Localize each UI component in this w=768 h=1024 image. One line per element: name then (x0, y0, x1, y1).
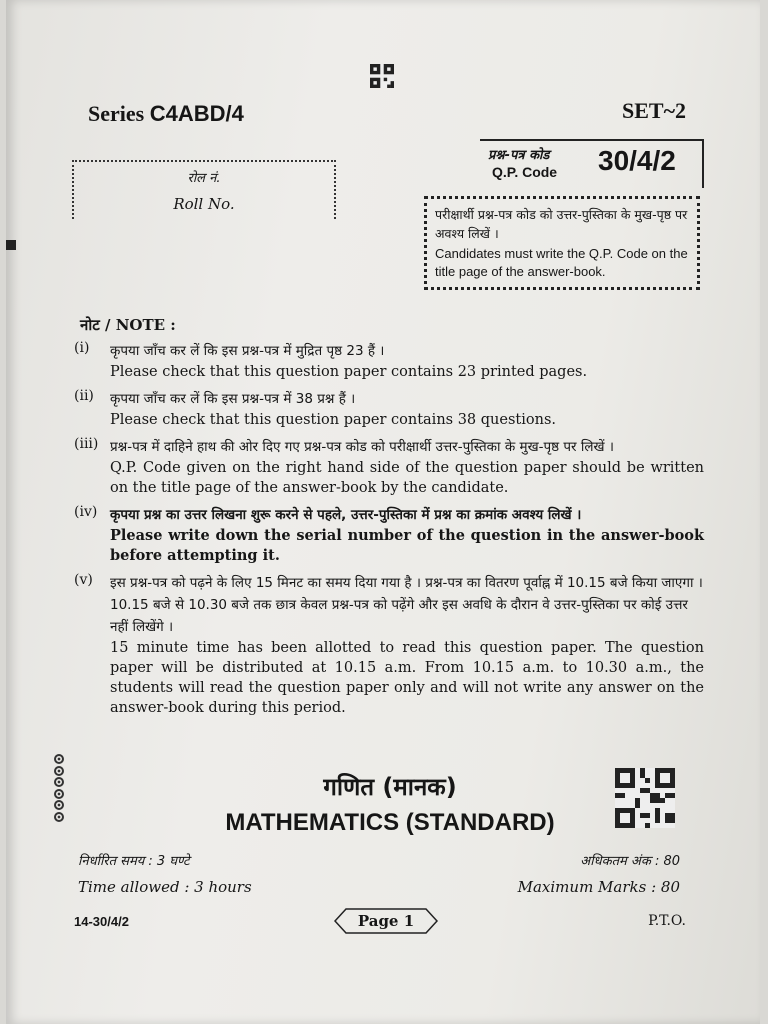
note-item (74, 388, 704, 430)
security-dot-icon (54, 754, 64, 764)
note-text-hindi: कृपया जाँच कर लें कि इस प्रश्न-पत्र में मुद्रित पृष्ठ 23 हैं । (110, 343, 385, 359)
note-text-english: Please check that this question paper contains 23 printed pages. (110, 364, 588, 380)
candidate-instruction-box (424, 196, 700, 290)
note-item (74, 340, 704, 382)
qp-code-label-hindi: प्रश्न-पत्र कोड (488, 148, 550, 163)
page-number: Page 1 (357, 912, 415, 930)
candidate-instruction-hindi: परीक्षार्थी प्रश्न-पत्र कोड को उत्तर-पुस्तिका के मुख-पृष्ठ पर अवश्य लिखें । (435, 207, 688, 241)
please-turn-over: P.T.O. (648, 913, 686, 929)
paper-code-footer: 14-30/4/2 (74, 914, 129, 929)
note-number: (iii) (74, 436, 99, 452)
subject-title-english: MATHEMATICS (STANDARD) (225, 809, 555, 836)
qp-code-value: 30/4/2 (598, 145, 676, 176)
series-label: Series (88, 101, 145, 126)
note-text-hindi: कृपया प्रश्न का उत्तर लिखना शुरू करने से पहले, उत्तर-पुस्तिका में प्रश्न का क्रमांक अवश्य लिखें । (110, 507, 582, 523)
set-number: SET~2 (622, 98, 687, 123)
maximum-marks-hindi: अधिकतम अंक : 80 (580, 854, 680, 869)
roll-number-box (72, 160, 336, 219)
edge-mark (6, 240, 16, 250)
qr-code-icon (615, 768, 675, 828)
note-list (74, 340, 704, 724)
subject-title-hindi: गणित (मानक) (323, 773, 457, 801)
series-heading (88, 101, 244, 127)
note-text-english: Please check that this question paper contains 38 questions. (110, 412, 556, 428)
series-code: C4ABD/4 (149, 101, 244, 126)
note-number: (ii) (74, 388, 94, 404)
note-text-hindi: इस प्रश्न-पत्र को पढ़ने के लिए 15 मिनट का समय दिया गया है । प्रश्न-पत्र का वितरण पूर्वाह्न में 10.15 बजे किया जाएगा । 10.15 बजे से 10.30 बजे तक छात्र केवल प्रश्न-पत्र को पढ़ेंगे और इस अवधि के दौरान वे उत्तर-पुस्तिका पर कोई उत्तर नहीं लिखेंगे । (110, 575, 703, 635)
roll-label-hindi: रोल नं. (187, 171, 221, 186)
note-number: (v) (74, 572, 93, 588)
note-text-hindi: प्रश्न-पत्र में दाहिने हाथ की ओर दिए गए प्रश्न-पत्र कोड को परीक्षार्थी उत्तर-पुस्तिका के मुख-पृष्ठ पर लिखें । (110, 439, 614, 455)
exam-paper-sheet (6, 0, 760, 1024)
note-text-english: Q.P. Code given on the right hand side of the question paper should be written on the title page of the answer-book by the candidate. (110, 460, 704, 496)
note-text-hindi: कृपया जाँच कर लें कि इस प्रश्न-पत्र में 38 प्रश्न हैं । (110, 391, 356, 407)
note-item (74, 572, 704, 718)
time-allowed-hindi: निर्धारित समय : 3 घण्टे (78, 854, 190, 869)
note-number: (iv) (74, 504, 98, 520)
note-item (74, 436, 704, 498)
note-text-english: Please write down the serial number of the question in the answer-book before attempting it. (110, 527, 704, 564)
roll-label-english: Roll No. (173, 195, 235, 213)
maximum-marks-english: Maximum Marks : 80 (517, 878, 680, 896)
qp-code-label-english: Q.P. Code (492, 164, 558, 180)
note-text-english: 15 minute time has been allotted to read this question paper. The question paper will be distributed at 10.15 a.m. From 10.15 a.m. to 10.30 a.m., the students will read the question paper only and will not write any answer on the answer-book during this period. (110, 640, 704, 716)
note-item (74, 504, 704, 566)
qp-code-box (480, 139, 704, 188)
time-allowed-english: Time allowed : 3 hours (78, 878, 252, 896)
qr-code-small-icon (370, 64, 394, 88)
note-number: (i) (74, 340, 90, 356)
candidate-instruction-english: Candidates must write the Q.P. Code on the title page of the answer-book. (435, 246, 688, 279)
note-title: नोट / NOTE : (80, 316, 176, 334)
page-number-badge (334, 908, 438, 934)
